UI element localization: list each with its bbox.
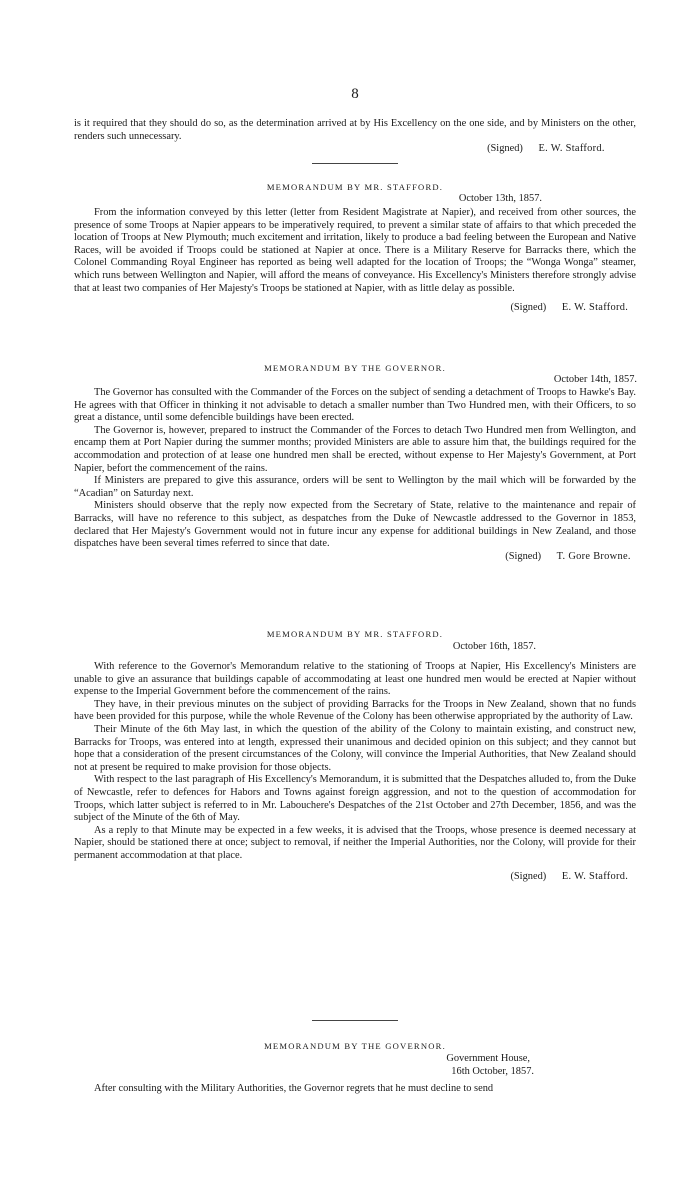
memo3-paragraph-1: With reference to the Governor's Memorandum relative to the stationing of Troops at Napier, His Excellency's Ministers are unable to give an assurance that buildings capable of accommodating at least one hundred men would be erected at Napier without expense to the Imperial Government before the commencement of the rains. (74, 661, 636, 698)
intro-paragraph: is it required that they should do so, as the determination arrived at by His Excellency on the one side, and by Ministers on the other, renders such unnecessary. (74, 118, 636, 142)
memo2-paragraph-4: Ministers should observe that the reply now expected from the Secretary of State, relative to the maintenance and repair of Barracks, will have no reference to this subject, as despatches from the Duke of Newcastle addressed to the Governor in 1853, declared that Her Majesty's Government would not in future incur any expense for additional buildings in New Zealand, and those dispatches have been several times referred to since that date. (74, 500, 636, 550)
memo1-date: October 13th, 1857. (458, 193, 542, 204)
memo1-body (74, 207, 636, 315)
signatory-name: E. W. Stafford. (561, 302, 629, 314)
memo2-paragraph-2: The Governor is, however, prepared to instruct the Commander of the Forces to detach Two Hundred men from Wellington, and encamp them at Port Napier during the summer months; provided Ministers are able to assure him that, the buildings required for the accommodation and protection of at lease one hundred men shall be erected, without expense to Her Majesty's Government, at Port Napier, befort the commencement of the rains. (74, 424, 636, 474)
page-number: 8 (351, 86, 359, 102)
memo4-paragraph-1: After consulting with the Military Authorities, the Governor regrets that he must decline to send (94, 1083, 494, 1094)
memo3-heading: MEMORANDUM BY MR. STAFFORD. (266, 629, 444, 639)
signed-label: (Signed) (487, 143, 523, 155)
signed-label: (Signed) (510, 870, 547, 882)
memo3-signature (74, 871, 636, 884)
memo3-paragraph-2: They have, in their previous minutes on the subject of providing Barracks for the Troops in New Zealand, shown that no funds have been provided for this purpose, while the whole Revenue of the Colony has been otherwise appropriated by the authority of Law. (74, 698, 636, 723)
signed-label: (Signed) (505, 550, 542, 562)
memo1-heading: MEMORANDUM BY MR. STAFFORD. (266, 182, 444, 192)
memo3-date: October 16th, 1857. (452, 641, 536, 652)
signatory-name: T. Gore Browne. (556, 550, 631, 562)
memo3-body (74, 661, 636, 883)
signatory-name: E. W. Stafford. (538, 143, 605, 155)
memo4-place: Government House, (446, 1053, 530, 1064)
memo2-paragraph-3: If Ministers are prepared to give this assurance, orders will be sent to Wellington by the mail which will be forwarded by the “Acadian” on Saturday next. (74, 475, 636, 499)
memo1-paragraph-1: From the information conveyed by this letter (letter from Resident Magistrate at Napier), and received from other sources, the presence of some Troops at Napier appears to be imperatively required, to prevent a similar state of affairs to that which preceded the location of Troops at New Plymouth; much excitement and irritation, likely to produce a bad feeling between the European and Native Races, will be avoided if Troops could be stationed at Napier at once. There is a Military Reserve for Barracks there, which the Colonel Commanding Royal Engineer has reported as being well adapted for the location of Troops; the “Wonga Wonga” steamer, which runs between Wellington and Napier, will afford the means of conveyance. His Excellency's Ministers therefore strongly advise that at least two companies of Her Majesty's Troops be stationed at Napier, with as little delay as possible. (74, 207, 636, 294)
memo2-signature (74, 551, 636, 564)
memo3-paragraph-4: With respect to the last paragraph of His Excellency's Memorandum, it is submitted that the Despatches alluded to, from the Duke of Newcastle, refer to defences for Habors and Towns against foreign aggression, and not to the question of accommodation for Troops, which latter subject is referred to in Mr. Labouchere's Despatches of the 21st October and 27th December, 1856, and was the subject of the Minute of the 6th of May. (74, 774, 636, 824)
intro-section (74, 118, 636, 156)
memo3-paragraph-5: As a reply to that Minute may be expected in a few weeks, it is advised that the Troops, whose presence is deemed necessary at Napier, should be stationed there at once; subject to removal, if neither the Imperial Authorities, nor the Colony, will provide for their permanent accommodation at that place. (74, 824, 636, 861)
memo2-date: October 14th, 1857. (553, 374, 637, 385)
intro-signature (74, 143, 636, 156)
section-divider (312, 163, 398, 164)
memo4-heading: MEMORANDUM BY THE GOVERNOR. (264, 1041, 446, 1051)
section-divider (312, 1020, 398, 1021)
memo2-heading: MEMORANDUM BY THE GOVERNOR. (264, 363, 446, 373)
memo4-body (74, 1083, 636, 1096)
memo1-signature (74, 302, 636, 315)
signed-label: (Signed) (510, 302, 547, 314)
memo4-date: 16th October, 1857. (451, 1066, 534, 1077)
memo2-paragraph-1: The Governor has consulted with the Commander of the Forces on the subject of sending a detachment of Troops to Hawke's Bay. He agrees with that Officer in thinking it not advisable to detach a smaller number than Two Hundred men, with their Officers, to so great a distance, until some defencible buildings have been erected. (74, 387, 636, 424)
memo2-body (74, 387, 636, 563)
memo3-paragraph-3: Their Minute of the 6th May last, in which the question of the ability of the Colony to maintain existing, and construct new, Barracks for Troops, was entered into at length, expressed their unanimous and decided opinion on this subject; and they cannot but hope that a consideration of the present circumstances of the Colony, will convince the Imperial Authorities, that New Zealand should not at present be required to make provision for those objects. (74, 723, 636, 773)
signatory-name: E. W. Stafford. (561, 870, 629, 882)
